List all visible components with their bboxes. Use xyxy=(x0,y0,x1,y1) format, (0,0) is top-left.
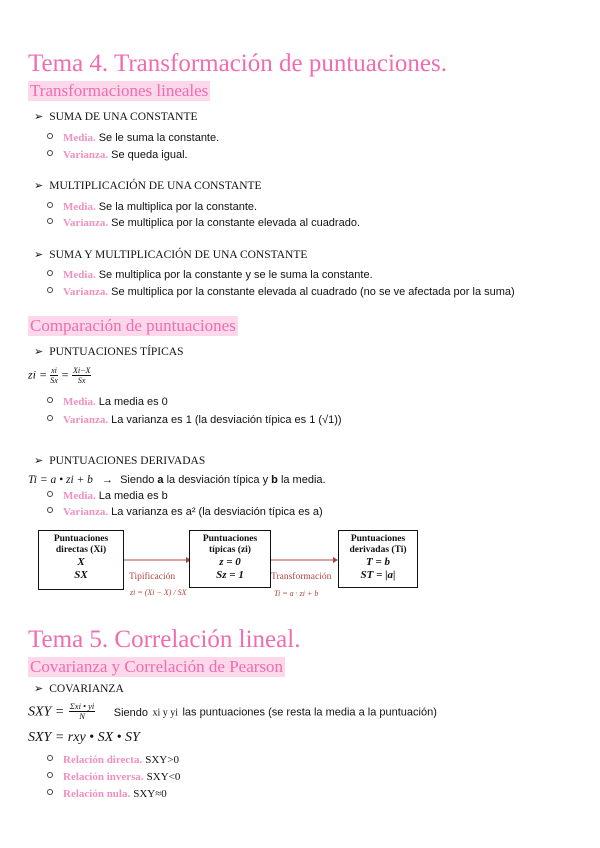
label-relacion: Relación nula. xyxy=(63,788,131,800)
desc-text: la media. xyxy=(280,474,326,486)
circle-bullet-icon xyxy=(47,218,53,224)
circle-bullet-icon xyxy=(47,397,53,403)
tema4-subtitle-transformaciones: Transformaciones lineales xyxy=(30,81,209,100)
box-math: SX xyxy=(74,569,88,581)
label-media: Media. xyxy=(63,269,96,281)
bullet-mult-varianza xyxy=(47,217,360,229)
transformation-diagram xyxy=(38,530,428,602)
label-varianza: Varianza. xyxy=(63,414,109,426)
label-media: Media. xyxy=(63,396,96,408)
bullet-derivadas-media xyxy=(47,490,168,502)
fraction-denominator: N xyxy=(79,711,85,721)
desc-text: las puntuaciones (se resta la media a la puntuación) xyxy=(182,706,437,719)
fraction-denominator: Sx xyxy=(77,376,86,385)
formula-tipicas xyxy=(28,366,91,385)
box-title: Puntuaciones xyxy=(53,534,109,544)
desc-vars: xi y yi xyxy=(152,707,179,719)
bullet-relacion-directa xyxy=(47,754,179,766)
formula-covarianza-line xyxy=(28,702,437,721)
fraction-numerator: xi xyxy=(51,366,57,375)
fraction-denominator: Sx xyxy=(50,376,58,385)
right-arrow-icon: → xyxy=(102,474,113,486)
label-transformacion: Transformación xyxy=(271,572,332,582)
bullet-tipicas-media xyxy=(47,396,168,408)
section-heading: MULTIPLICACIÓN DE UNA CONSTANTE xyxy=(49,180,262,192)
text-varianza: Se queda igual. xyxy=(111,149,188,161)
formula-derivadas: Ti = a • zi + b xyxy=(28,474,93,486)
label-varianza: Varianza. xyxy=(63,149,109,161)
text-media: Se multiplica por la constante y se le suma la constante. xyxy=(98,269,373,281)
section-heading: SUMA DE UNA CONSTANTE xyxy=(49,111,198,123)
bullet-suma-varianza xyxy=(47,149,188,161)
circle-bullet-icon xyxy=(47,491,53,497)
label-media: Media. xyxy=(63,132,96,144)
fraction-covarianza xyxy=(69,702,96,721)
bullet-mult-media xyxy=(47,201,257,213)
circle-bullet-icon xyxy=(47,133,53,139)
box-title: derivadas (Ti) xyxy=(349,545,407,555)
tema5-title: Tema 5. Correlación lineal. xyxy=(28,626,301,653)
section-multiplicacion xyxy=(34,179,262,192)
text-varianza: La varianza es a² (la desviación típica es a) xyxy=(111,506,323,518)
section-tipicas xyxy=(34,345,184,358)
section-covarianza xyxy=(34,682,124,695)
fraction-numerator: Xi−X xyxy=(73,366,91,375)
bullet-relacion-inversa xyxy=(47,771,180,783)
bullet-tipicas-varianza xyxy=(47,414,342,426)
box-math: z = 0 xyxy=(219,556,241,568)
circle-bullet-icon xyxy=(47,507,53,513)
bullet-sumamult-varianza xyxy=(47,286,515,298)
box-title: Puntuaciones xyxy=(350,534,406,544)
text-varianza: La varianza es 1 (la desviación típica es 1 (√1)) xyxy=(111,414,342,426)
section-suma xyxy=(34,110,198,123)
desc-var-a: a xyxy=(157,474,164,486)
circle-bullet-icon xyxy=(47,415,53,421)
box-math: Sz = 1 xyxy=(216,569,244,581)
label-varianza: Varianza. xyxy=(63,217,109,229)
box-directas xyxy=(38,530,124,590)
label-relacion: Relación directa. xyxy=(63,754,143,766)
formula-transformacion: Ti = a · zi + b xyxy=(274,589,319,598)
section-heading: COVARIANZA xyxy=(49,683,124,695)
label-varianza: Varianza. xyxy=(63,286,109,298)
arrow-bullet-icon: ➢ xyxy=(34,179,44,192)
box-title: Puntuaciones xyxy=(202,534,258,544)
formula-tipificacion: zi = (Xi − X) / SX xyxy=(130,588,187,597)
tema4-subtitle-comparacion: Comparación de puntuaciones xyxy=(30,316,236,335)
circle-bullet-icon xyxy=(47,772,53,778)
arrow-bullet-icon: ➢ xyxy=(34,248,44,261)
text-media: Se la multiplica por la constante. xyxy=(98,201,258,213)
section-heading: PUNTUACIONES DERIVADAS xyxy=(49,455,206,467)
label-media: Media. xyxy=(63,201,96,213)
text-relacion: SXY≈0 xyxy=(133,788,167,800)
box-math: T = b xyxy=(366,556,390,568)
text-media: La media es 0 xyxy=(98,396,168,408)
formula-lhs: SXY = xyxy=(28,704,65,720)
fraction-1 xyxy=(50,366,58,385)
text-varianza: Se multiplica por la constante elevada al cuadrado. xyxy=(111,217,360,229)
arrow-bullet-icon: ➢ xyxy=(34,110,44,123)
tema5-subtitle-covarianza: Covarianza y Correlación de Pearson xyxy=(30,657,284,676)
text-relacion: SXY<0 xyxy=(146,771,181,783)
bullet-relacion-nula xyxy=(47,788,167,800)
arrow-bullet-icon: ➢ xyxy=(34,454,44,467)
fraction-numerator: Σxi • yi xyxy=(69,701,95,711)
box-derivadas xyxy=(338,530,418,588)
section-heading: PUNTUACIONES TÍPICAS xyxy=(49,346,184,358)
fraction-2 xyxy=(72,366,91,385)
formula-lhs: zi = xyxy=(28,367,48,382)
label-media: Media. xyxy=(63,490,96,502)
box-title: directas (Xi) xyxy=(55,545,107,555)
circle-bullet-icon xyxy=(47,789,53,795)
box-title: típicas (zi) xyxy=(209,545,251,555)
box-math: X xyxy=(77,556,85,568)
label-relacion: Relación inversa. xyxy=(63,771,144,783)
text-relacion: SXY>0 xyxy=(145,754,179,766)
text-varianza: Se multiplica por la constante elevada al cuadrado (no se ve afectada por la suma) xyxy=(111,286,515,298)
bullet-suma-media xyxy=(47,132,219,144)
label-varianza: Varianza. xyxy=(63,506,109,518)
section-heading: SUMA Y MULTIPLICACIÓN DE UNA CONSTANTE xyxy=(49,249,308,261)
desc-text: la desviación típica y xyxy=(166,474,269,486)
desc-text: Siendo xyxy=(120,474,155,486)
text-media: Se le suma la constante. xyxy=(98,132,220,144)
formula-derivadas-line xyxy=(28,474,326,486)
tema4-title: Tema 4. Transformación de puntuaciones. xyxy=(28,50,447,77)
circle-bullet-icon xyxy=(47,202,53,208)
arrow-bullet-icon: ➢ xyxy=(34,345,44,358)
desc-text: Siendo xyxy=(113,706,149,719)
equals-sign: = xyxy=(60,367,69,382)
circle-bullet-icon xyxy=(47,150,53,156)
section-suma-multiplicacion xyxy=(34,248,307,261)
text-media: La media es b xyxy=(98,490,168,502)
circle-bullet-icon xyxy=(47,287,53,293)
desc-var-b: b xyxy=(271,474,278,486)
arrow-bullet-icon: ➢ xyxy=(34,682,44,695)
bullet-derivadas-varianza xyxy=(47,506,323,518)
circle-bullet-icon xyxy=(47,270,53,276)
box-tipicas xyxy=(189,530,271,588)
circle-bullet-icon xyxy=(47,755,53,761)
label-tipificacion: Tipificación xyxy=(129,572,176,582)
section-derivadas xyxy=(34,454,205,467)
box-math: ST = |a| xyxy=(360,569,396,581)
formula-pearson: SXY = rxy • SX • SY xyxy=(28,730,140,745)
bullet-sumamult-media xyxy=(47,269,373,281)
